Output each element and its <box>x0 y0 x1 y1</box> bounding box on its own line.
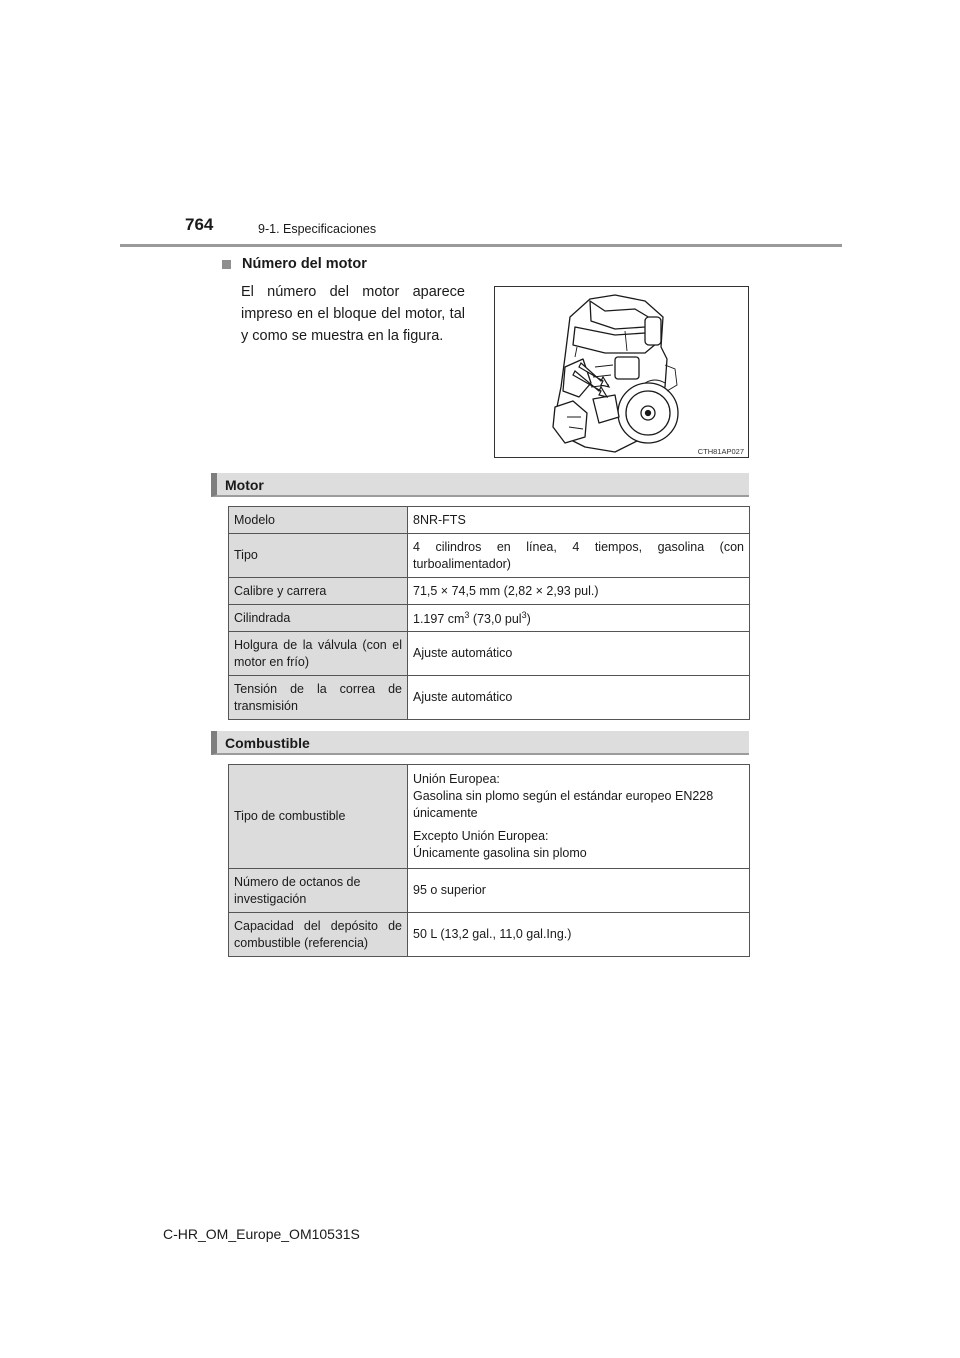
spec-value: Ajuste automático <box>408 676 750 720</box>
displacement-prefix: 1.197 cm <box>413 612 465 627</box>
fuel-spec-table <box>228 764 750 957</box>
fuel-eu-title: Unión Europea: <box>413 772 500 786</box>
spec-value <box>408 605 750 632</box>
superscript: 3 <box>521 610 527 621</box>
motor-section-title: Motor <box>225 477 264 493</box>
fuel-non-eu-text: Únicamente gasolina sin plomo <box>413 846 587 860</box>
spec-label: Capacidad del depósito de combustible (referencia) <box>229 913 408 957</box>
spec-value: 4 cilindros en línea, 4 tiempos, gasolina (con turboalimentador) <box>408 534 750 578</box>
spec-value: Ajuste automático <box>408 632 750 676</box>
spec-label: Cilindrada <box>229 605 408 632</box>
spec-label: Tipo <box>229 534 408 578</box>
engine-number-heading-text: Número del motor <box>242 256 367 272</box>
displacement-mid: (73,0 pul <box>469 612 522 627</box>
table-row <box>229 869 750 913</box>
engine-number-paragraph: El número del motor aparece impreso en el bloque del motor, tal y como se muestra en la figura. <box>241 284 465 344</box>
spec-label: Calibre y carrera <box>229 578 408 605</box>
table-row <box>229 765 750 869</box>
engine-figure <box>494 286 749 458</box>
displacement-suffix: ) <box>526 612 531 627</box>
spec-value: 8NR-FTS <box>408 507 750 534</box>
spec-label: Tensión de la correa de transmisión <box>229 676 408 720</box>
fuel-section-header <box>211 731 749 755</box>
section-title: 9-1. Especificaciones <box>258 222 377 236</box>
fuel-eu-text: Gasolina sin plomo según el estándar europeo EN228 únicamente <box>413 789 714 820</box>
table-row <box>229 507 750 534</box>
spec-label: Modelo <box>229 507 408 534</box>
page-number: 764 <box>185 215 214 234</box>
motor-section-header <box>211 473 749 497</box>
table-row <box>229 578 750 605</box>
fuel-eu-paragraph <box>413 771 744 822</box>
superscript: 3 <box>464 610 470 621</box>
spec-value: 50 L (13,2 gal., 11,0 gal.Ing.) <box>408 913 750 957</box>
bullet-square-icon <box>222 260 231 269</box>
engine-number-heading <box>222 256 367 272</box>
fuel-non-eu-title: Excepto Unión Europea: <box>413 829 549 843</box>
spec-label: Número de octanos de investigación <box>229 869 408 913</box>
table-row <box>229 913 750 957</box>
table-row <box>229 632 750 676</box>
fuel-section-title: Combustible <box>225 735 310 751</box>
spec-value: 71,5 × 74,5 mm (2,82 × 2,93 pul.) <box>408 578 750 605</box>
spec-label: Holgura de la válvula (con el motor en frío) <box>229 632 408 676</box>
header-divider <box>120 244 842 247</box>
footer-document-code: C-HR_OM_Europe_OM10531S <box>163 1226 360 1242</box>
table-row <box>229 676 750 720</box>
table-row <box>229 534 750 578</box>
spec-label: Tipo de combustible <box>229 765 408 869</box>
motor-spec-table <box>228 506 750 720</box>
table-row <box>229 605 750 632</box>
fuel-non-eu-paragraph <box>413 828 744 862</box>
engine-illustration <box>495 287 748 457</box>
spec-value <box>408 765 750 869</box>
figure-code: CTH81AP027 <box>697 447 744 456</box>
spec-value: 95 o superior <box>408 869 750 913</box>
